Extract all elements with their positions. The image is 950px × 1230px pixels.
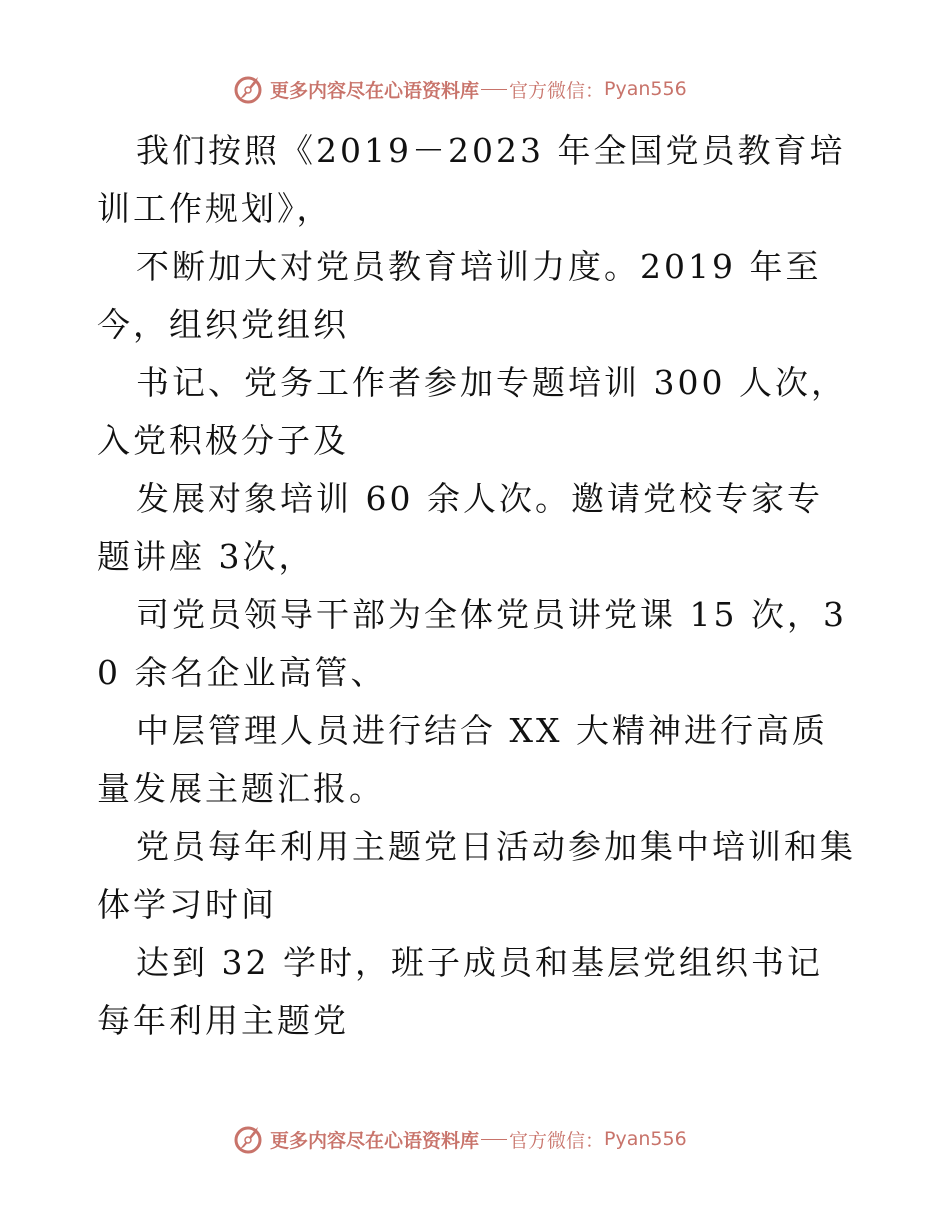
footer-dash [481, 1139, 507, 1140]
footer-site-text: 更多内容尽在心语资料库 [270, 1129, 480, 1152]
paragraph: 中层管理人员进行结合 XX 大精神进行高质量发展主题汇报。 [97, 711, 828, 808]
document-body [97, 122, 857, 1050]
header-wechat-id: Pyan556 [604, 78, 687, 100]
paragraph: 司党员领导干部为全体党员讲党课 15 次，30 余名企业高管、 [97, 595, 847, 692]
paragraph: 我们按照《2019－2023 年全国党员教育培训工作规划》， [97, 131, 846, 228]
header-official-label: 官方微信： [509, 79, 605, 102]
paragraph: 达到 32 学时，班子成员和基层党组织书记每年利用主题党 [97, 943, 823, 1040]
quill-logo-icon [232, 1123, 264, 1155]
footer-banner [232, 1122, 687, 1156]
footer-official-label: 官方微信： [509, 1129, 605, 1152]
paragraph: 党员每年利用主题党日活动参加集中培训和集体学习时间 [97, 827, 856, 924]
header-banner [232, 72, 687, 106]
footer-wechat-id: Pyan556 [604, 1128, 687, 1150]
paragraph: 不断加大对党员教育培训力度。2019 年至今，组织党组织 [97, 247, 822, 344]
paragraph: 发展对象培训 60 余人次。邀请党校专家专题讲座 3次， [97, 479, 823, 576]
paragraph: 书记、党务工作者参加专题培训 300 人次，入党积极分子及 [97, 363, 847, 460]
quill-logo-icon [232, 73, 264, 105]
header-dash [481, 89, 507, 90]
header-site-text: 更多内容尽在心语资料库 [270, 79, 480, 102]
